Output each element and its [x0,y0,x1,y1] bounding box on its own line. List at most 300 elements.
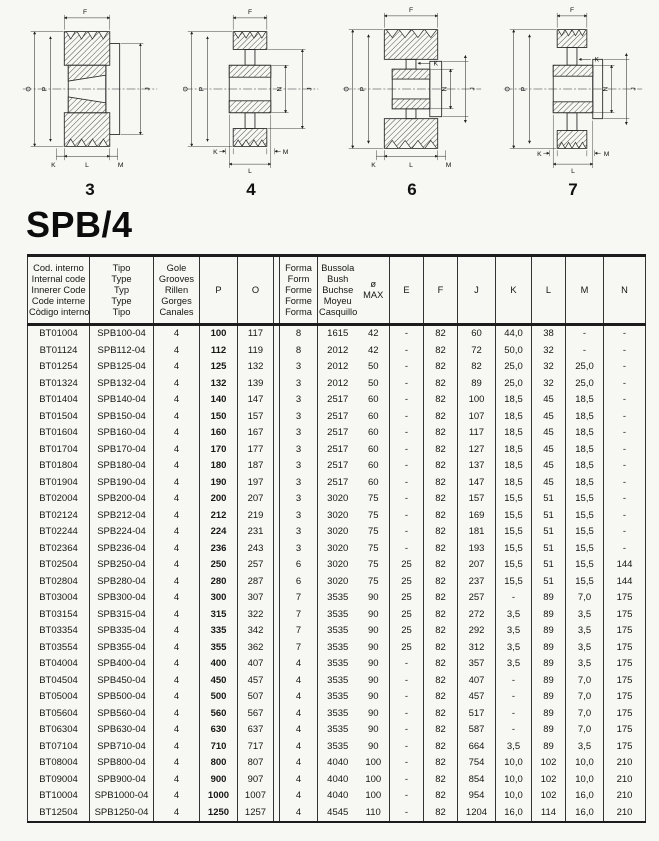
dim-label-o: O [504,86,512,92]
cell-o: 207 [238,491,274,508]
cell-l: 32 [532,376,566,393]
cell-p: 560 [200,706,238,723]
cell-n: - [604,475,646,492]
cell-k: - [496,689,532,706]
cell-j: 193 [458,541,496,558]
cell-l: 45 [532,475,566,492]
table-row [28,689,646,706]
cell-omax: 60 [367,443,379,455]
cell-p: 125 [200,359,238,376]
cell-cod: BT01124 [28,343,90,360]
cell-tipo: SPB1000-04 [90,788,154,805]
cell-forma: 4 [280,656,318,673]
dim-label-l: L [248,168,252,174]
cell-m: 25,0 [566,376,604,393]
cell-tipo: SPB900-04 [90,772,154,789]
cell-f: 82 [424,475,458,492]
cell-tipo: SPB125-04 [90,359,154,376]
cell-j: 72 [458,343,496,360]
cell-f: 82 [424,656,458,673]
dim-label-l: L [409,162,413,170]
cell-gole: 4 [154,640,200,657]
cell-j: 60 [458,325,496,343]
cell-m: 18,5 [566,392,604,409]
cell-f: 82 [424,343,458,360]
cell-m: 7,0 [566,706,604,723]
cell-p: 400 [200,656,238,673]
table-row [28,574,646,591]
cell-j: 312 [458,640,496,657]
cell-forma: 4 [280,673,318,690]
diagram-form-label: 4 [246,180,256,199]
cell-forma: 8 [280,325,318,343]
cell-n: 175 [604,739,646,756]
cell-n: - [604,541,646,558]
cell-m: 16,0 [566,805,604,823]
cell-j: 854 [458,772,496,789]
cell-o: 157 [238,409,274,426]
cell-o: 119 [238,343,274,360]
cell-tipo: SPB450-04 [90,673,154,690]
cell-cod: BT06304 [28,722,90,739]
cell-forma: 6 [280,574,318,591]
cell-f: 82 [424,541,458,558]
cell-p: 150 [200,409,238,426]
cell-o: 637 [238,722,274,739]
dim-label-m: M [282,149,289,157]
cell-gole: 4 [154,392,200,409]
cell-forma: 4 [280,788,318,805]
pulley-diagram-form-7 [493,4,653,200]
cell-cod: BT04004 [28,656,90,673]
cell-forma: 3 [280,409,318,426]
cell-o: 219 [238,508,274,525]
cell-bussola: 3535 [318,706,358,723]
cell-f: 82 [424,607,458,624]
cell-gole: 4 [154,524,200,541]
cell-forma: 8 [280,343,318,360]
cell-cod: BT01804 [28,458,90,475]
cell-omax: 42 [367,328,379,339]
table-row [28,590,646,607]
cell-p: 140 [200,392,238,409]
cell-f: 82 [424,706,458,723]
cell-gole: 4 [154,689,200,706]
cell-gole: 4 [154,359,200,376]
cell-cod: BT03554 [28,640,90,657]
cell-e: - [390,541,424,558]
cell-p: 112 [200,343,238,360]
table-row [28,343,646,360]
dim-label-k-top: K [433,60,438,68]
cell-bussola: 2012 [318,343,358,360]
cell-j: 207 [458,557,496,574]
cell-n: - [604,409,646,426]
cell-cod: BT03004 [28,590,90,607]
cell-gole: 4 [154,343,200,360]
cell-tipo: SPB170-04 [90,442,154,459]
cell-j: 272 [458,607,496,624]
cell-p: 100 [200,325,238,343]
cell-o: 167 [238,425,274,442]
cell-f: 82 [424,788,458,805]
dim-label-n: N [441,86,449,92]
dim-label-k: K [537,151,542,159]
cell-bussola: 4040 [318,755,358,772]
cell-e: - [390,409,424,426]
cell-e: - [390,788,424,805]
cell-k: 15,5 [496,557,532,574]
cell-p: 236 [200,541,238,558]
cell-f: 82 [424,409,458,426]
cell-n: 210 [604,788,646,805]
cell-bussola: 3535 [318,673,358,690]
table-row [28,409,646,426]
cell-e: - [390,359,424,376]
cell-cod: BT04504 [28,673,90,690]
cell-p: 212 [200,508,238,525]
cell-k: 15,5 [496,574,532,591]
col-header-form: Forma Form Forme Forme Forma [280,256,318,325]
cell-gole: 4 [154,325,200,343]
cell-j: 181 [458,524,496,541]
cell-o: 807 [238,755,274,772]
cell-bussola: 3535 [318,590,358,607]
cell-forma: 3 [280,475,318,492]
cell-o: 457 [238,673,274,690]
cell-o: 287 [238,574,274,591]
cell-j: 107 [458,409,496,426]
cell-cod: BT01504 [28,409,90,426]
cell-k: 3,5 [496,623,532,640]
cell-tipo: SPB212-04 [90,508,154,525]
cell-k: 18,5 [496,475,532,492]
cell-k: - [496,590,532,607]
cell-cod: BT02244 [28,524,90,541]
cell-f: 82 [424,491,458,508]
cell-p: 1000 [200,788,238,805]
cell-e: - [390,475,424,492]
cell-n: 175 [604,722,646,739]
col-header-m: M [566,256,604,325]
cell-bussola: 2517 [318,475,358,492]
cell-l: 51 [532,508,566,525]
cell-j: 169 [458,508,496,525]
cell-o: 307 [238,590,274,607]
table-row [28,325,646,343]
cell-j: 517 [458,706,496,723]
cell-omax: 90 [367,740,379,752]
cell-n: 175 [604,640,646,657]
cell-tipo: SPB132-04 [90,376,154,393]
dim-label-j: J [306,87,314,91]
cell-forma: 4 [280,772,318,789]
cell-m: 7,0 [566,689,604,706]
cell-n: 175 [604,689,646,706]
cell-m: 15,5 [566,508,604,525]
cell-k: 18,5 [496,409,532,426]
cell-j: 357 [458,656,496,673]
cell-l: 89 [532,722,566,739]
cell-cod: BT12504 [28,805,90,823]
cell-forma: 4 [280,722,318,739]
cell-cod: BT01904 [28,475,90,492]
cell-omax: 90 [367,691,379,702]
cell-f: 82 [424,755,458,772]
cell-tipo: SPB140-04 [90,392,154,409]
cell-gole: 4 [154,541,200,558]
cell-gole: 4 [154,376,200,393]
cell-forma: 3 [280,392,318,409]
cell-f: 82 [424,524,458,541]
cell-cod: BT03154 [28,607,90,624]
cell-m: - [566,343,604,360]
cell-bussola: 2517 [318,442,358,459]
pulley-diagrams-strip [0,0,659,200]
cell-gole: 4 [154,607,200,624]
cell-m: 3,5 [566,640,604,657]
table-row [28,788,646,805]
cell-o: 717 [238,739,274,756]
cell-k: 3,5 [496,739,532,756]
cell-cod: BT02124 [28,508,90,525]
cell-o: 243 [238,541,274,558]
cell-o: 139 [238,376,274,393]
cell-j: 257 [458,590,496,607]
cell-gole: 4 [154,656,200,673]
cell-m: 10,0 [566,755,604,772]
dim-label-p: P [359,86,367,92]
cell-j: 292 [458,623,496,640]
dim-label-o: O [25,86,33,92]
cell-l: 32 [532,359,566,376]
col-header-p: P [200,256,238,325]
cell-k: 10,0 [496,755,532,772]
dim-label-m: M [445,162,452,170]
cell-omax: 75 [367,493,379,504]
cell-k: 15,5 [496,508,532,525]
pulley-cross-section-form-7-drawing [497,4,649,174]
dim-label-j: J [630,87,638,91]
col-header-f: F [424,256,458,325]
cell-omax: 90 [367,592,379,603]
cell-l: 102 [532,772,566,789]
cell-omax: 90 [367,707,379,719]
table-row [28,442,646,459]
cell-p: 224 [200,524,238,541]
col-header-type: Tipo Type Typ Type Tipo [90,256,154,325]
dim-label-n: N [276,86,284,92]
cell-bussola: 3020 [318,491,358,508]
cell-k: 10,0 [496,788,532,805]
cell-gole: 4 [154,673,200,690]
cell-k: 3,5 [496,607,532,624]
cell-f: 82 [424,805,458,823]
cell-cod: BT02364 [28,541,90,558]
cell-tipo: SPB160-04 [90,425,154,442]
cell-k: 18,5 [496,392,532,409]
cell-bussola: 1615 [318,325,358,343]
cell-cod: BT07104 [28,739,90,756]
cell-cod: BT02004 [28,491,90,508]
col-header-l: L [532,256,566,325]
cell-m: 7,0 [566,673,604,690]
cell-m: 10,0 [566,772,604,789]
cell-n: 175 [604,706,646,723]
cell-o: 567 [238,706,274,723]
cell-p: 170 [200,442,238,459]
dim-label-o: O [182,86,190,92]
col-header-o: O [238,256,274,325]
cell-tipo: SPB355-04 [90,640,154,657]
cell-j: 127 [458,442,496,459]
col-header-grooves: Gole Grooves Rillen Gorges Canales [154,256,200,325]
col-header-e: E [390,256,424,325]
cell-n: - [604,491,646,508]
cell-p: 500 [200,689,238,706]
cell-l: 51 [532,524,566,541]
cell-e: 25 [390,640,424,657]
cell-k: 16,0 [496,805,532,823]
spec-table-body [28,325,646,823]
cell-bussola: 2517 [318,458,358,475]
cell-n: 144 [604,574,646,591]
cell-bussola: 3020 [318,508,358,525]
cell-f: 82 [424,689,458,706]
cell-cod: BT01254 [28,359,90,376]
table-row [28,640,646,657]
dim-label-m: M [117,162,124,170]
cell-gole: 4 [154,722,200,739]
cell-k: 18,5 [496,425,532,442]
cell-o: 132 [238,359,274,376]
cell-forma: 3 [280,442,318,459]
cell-o: 147 [238,392,274,409]
cell-p: 900 [200,772,238,789]
cell-f: 82 [424,508,458,525]
cell-o: 1007 [238,788,274,805]
cell-tipo: SPB400-04 [90,656,154,673]
cell-p: 355 [200,640,238,657]
cell-gole: 4 [154,590,200,607]
cell-omax: 100 [365,773,382,785]
cell-o: 907 [238,772,274,789]
cell-k: - [496,722,532,739]
cell-gole: 4 [154,772,200,789]
pulley-diagram-form-3 [10,4,170,200]
cell-gole: 4 [154,508,200,525]
cell-tipo: SPB112-04 [90,343,154,360]
cell-l: 89 [532,689,566,706]
pulley-diagram-form-4 [171,4,331,200]
table-row [28,392,646,409]
cell-p: 630 [200,722,238,739]
cell-gole: 4 [154,491,200,508]
col-header-j: J [458,256,496,325]
table-row [28,805,646,823]
cell-bussola: 3020 [318,557,358,574]
cell-l: 102 [532,755,566,772]
cell-gole: 4 [154,425,200,442]
cell-n: 210 [604,772,646,789]
cell-l: 102 [532,788,566,805]
cell-l: 45 [532,392,566,409]
cell-l: 51 [532,541,566,558]
cell-n: - [604,442,646,459]
cell-e: - [390,755,424,772]
cell-gole: 4 [154,805,200,823]
cell-k: 50,0 [496,343,532,360]
cell-m: 15,5 [566,541,604,558]
cell-o: 507 [238,689,274,706]
cell-o: 1257 [238,805,274,823]
cell-tipo: SPB1250-04 [90,805,154,823]
cell-o: 362 [238,640,274,657]
dim-label-j: J [469,87,477,91]
cell-j: 457 [458,689,496,706]
cell-e: - [390,656,424,673]
cell-e: - [390,739,424,756]
cell-m: 18,5 [566,425,604,442]
header-row [28,256,646,325]
cell-p: 710 [200,739,238,756]
cell-omax: 60 [367,460,379,471]
cell-omax: 100 [365,790,382,801]
cell-tipo: SPB560-04 [90,706,154,723]
cell-cod: BT01404 [28,392,90,409]
cell-tipo: SPB180-04 [90,458,154,475]
cell-bussola: 4040 [318,772,358,789]
table-row [28,458,646,475]
cell-k: 25,0 [496,376,532,393]
cell-l: 45 [532,425,566,442]
cell-forma: 3 [280,524,318,541]
cell-bussola: 3535 [318,607,358,624]
cell-gole: 4 [154,475,200,492]
cell-j: 137 [458,458,496,475]
cell-bussola: 3535 [318,623,358,640]
cell-m: 16,0 [566,788,604,805]
cell-gole: 4 [154,623,200,640]
cell-bussola: 2517 [318,392,358,409]
cell-k: - [496,706,532,723]
col-header-internal-code: Cod. interno Internal code Innerer Code Code interne Còdigo interno [28,256,90,325]
cell-forma: 3 [280,458,318,475]
cell-f: 82 [424,574,458,591]
cell-m: 15,5 [566,524,604,541]
cell-k: 15,5 [496,541,532,558]
table-row [28,623,646,640]
cell-k: 18,5 [496,458,532,475]
cell-m: - [566,325,604,343]
table-row [28,541,646,558]
cell-forma: 7 [280,590,318,607]
cell-n: 175 [604,673,646,690]
dim-label-o: O [343,86,351,92]
cell-forma: 4 [280,689,318,706]
cell-k: 18,5 [496,442,532,459]
cell-n: 210 [604,755,646,772]
cell-e: - [390,376,424,393]
cell-f: 82 [424,623,458,640]
cell-f: 82 [424,590,458,607]
cell-m: 15,5 [566,557,604,574]
cell-l: 45 [532,409,566,426]
col-header-diameter-max: ø MAX [358,256,390,325]
cell-cod: BT10004 [28,788,90,805]
cell-forma: 7 [280,607,318,624]
table-row [28,491,646,508]
